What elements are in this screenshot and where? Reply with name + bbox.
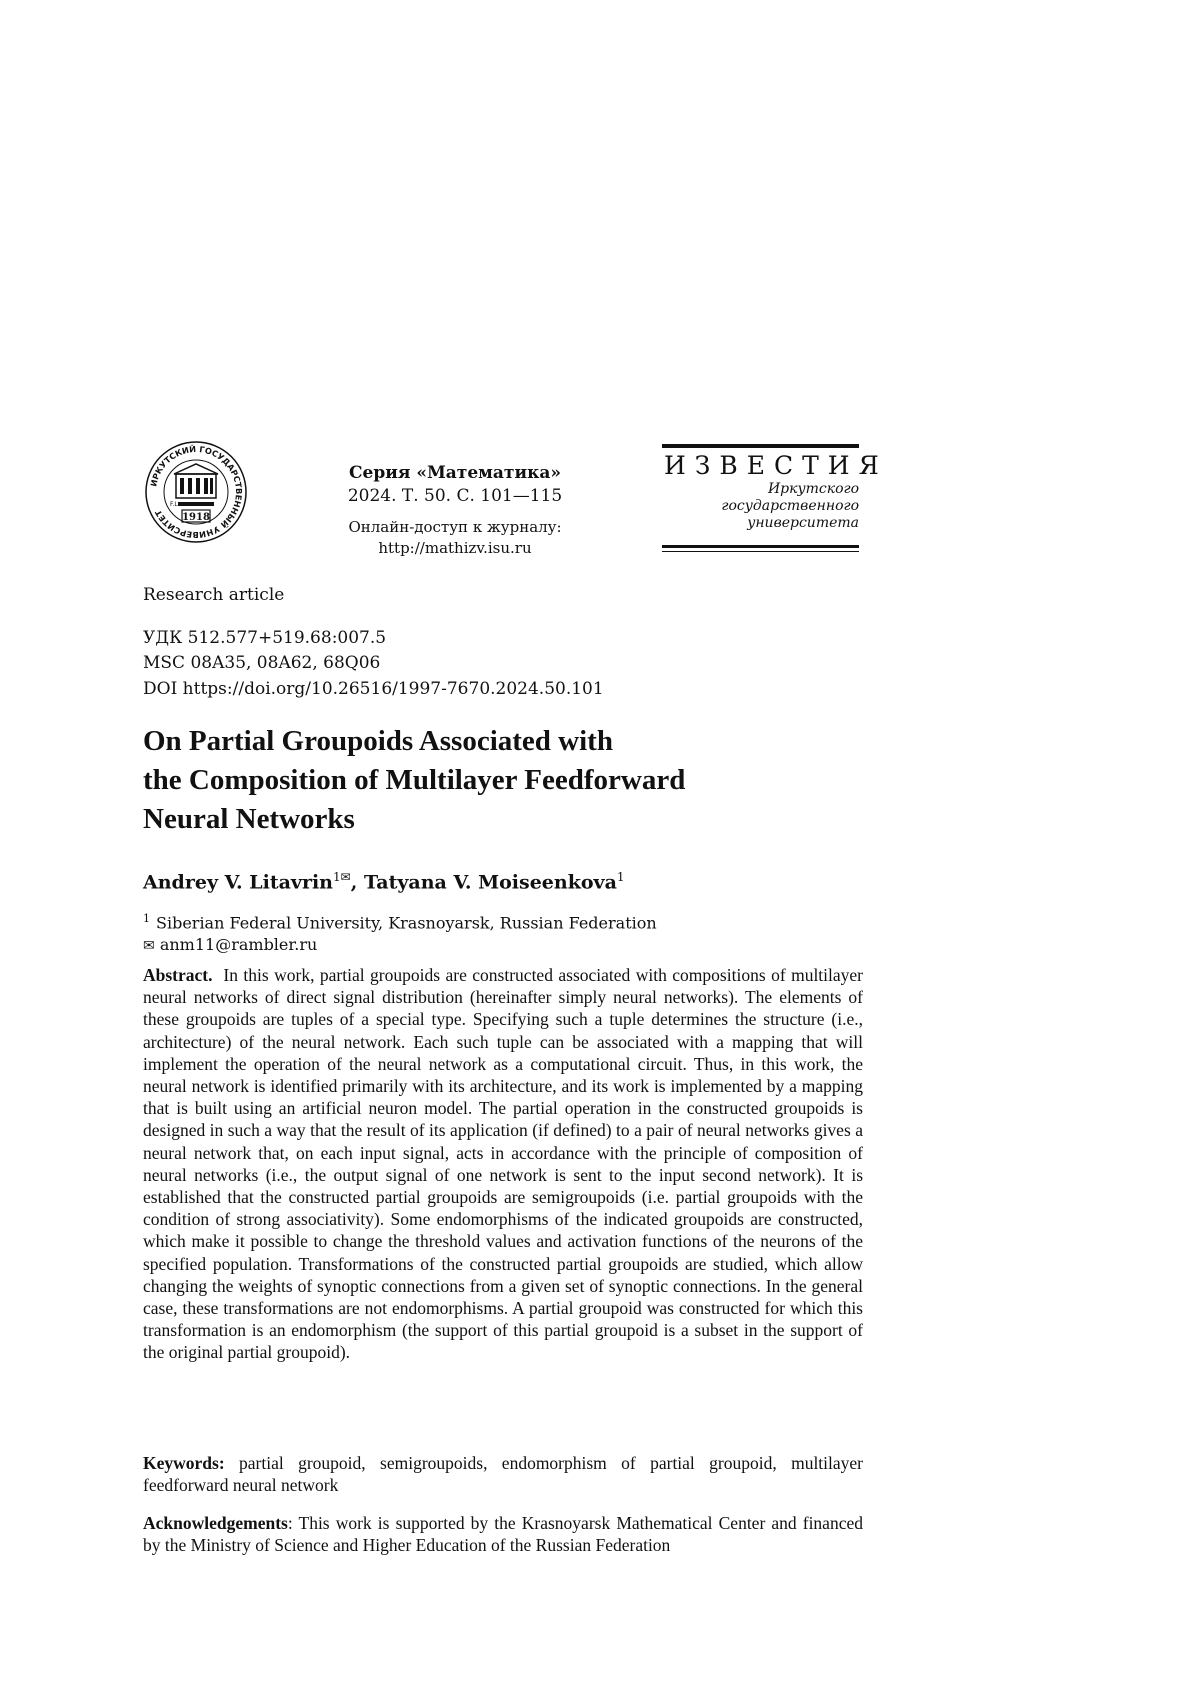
- journal-title: ИЗВЕСТИЯ: [664, 451, 888, 480]
- author-email[interactable]: anm11@rambler.ru: [159, 935, 318, 955]
- acknowledgements-paragraph: [143, 1512, 863, 1556]
- volume-info: 2024. Т. 50. С. 101—115: [347, 486, 563, 506]
- svg-text:ИРКУТСКИЙ ГОСУДАРСТВЕННЫЙ УНИВ: ИРКУТСКИЙ ГОСУДАРСТВЕННЫЙ УНИВЕРСИТЕТ: [148, 443, 245, 541]
- university-seal-logo: [144, 440, 248, 544]
- affiliation-marker: 1: [143, 912, 150, 925]
- author-list: [143, 870, 625, 893]
- author-name: Andrey V. Litavrin: [143, 871, 333, 894]
- author-separator: ,: [350, 871, 358, 894]
- abstract-paragraph: [143, 964, 863, 1364]
- title-line: On Partial Groupoids Associated with: [143, 725, 613, 757]
- journal-series-block: [300, 462, 610, 508]
- acknowledgements-label: Acknowledgements: [143, 1513, 288, 1533]
- affiliation-block: [143, 908, 657, 957]
- keywords-label: Keywords:: [143, 1453, 225, 1473]
- journal-subtitle-line3: университета: [747, 515, 859, 531]
- title-line: Neural Networks: [143, 803, 355, 835]
- affiliation-text: Siberian Federal University, Krasnoyarsk, Russian Federation: [156, 913, 657, 933]
- title-line: the Composition of Multilayer Feedforward: [143, 764, 686, 796]
- svg-text:F.L.: F.L.: [170, 501, 180, 508]
- journal-title-block: [662, 444, 888, 552]
- online-access-link[interactable]: http://mathizv.isu.ru: [378, 539, 532, 557]
- article-type: Research article: [143, 585, 285, 605]
- udk-code: УДК 512.577+519.68:007.5: [143, 628, 387, 648]
- author-name: Tatyana V. Moiseenkova: [363, 871, 617, 894]
- author-superscript: 1✉: [333, 870, 351, 884]
- journal-top-rule: [662, 444, 859, 448]
- journal-bottom-rule: [662, 545, 859, 548]
- journal-bottom-thin-rule: [662, 551, 859, 552]
- svg-text:1918: 1918: [182, 512, 210, 523]
- keywords-paragraph: [143, 1452, 863, 1496]
- abstract-text: In this work, partial groupoids are constructed associated with compositions of multilayer neural networks of direct signal distribution (hereinafter simply neural networks). The elements of these groupoids are tuples of a special type. Specifying such a tuple determines the structure (i.e., architecture) of the neural network. Each such tuple can be associated with a mapping that will implement the operation of the neural network as a computational circuit. Thus, in this work, the neural network is identified primarily with its architecture, and its work is implemented by a mapping that is built using an artificial neuron model. The partial operation in the constructed groupoids is designed in such a way that the result of its application (if defined) to a pair of neural networks gives a neural network that, on each input signal, acts in accordance with the principle of composition of neural networks (i.e., the output signal of one network is sent to the input second network). It is established that the constructed partial groupoids are semigroupoids (i.e. partial groupoids with the condition of strong associativity). Some endomorphisms of the indicated groupoids are constructed, which make it possible to change the threshold values and activation functions of the neurons of the specified population. Transformations of the constructed partial groupoids are studied, which allow changing the weights of synoptic connections from a given set of synoptic connections. In the general case, these transformations are not endomorphisms. A partial groupoid was constructed for which this transformation is an endomorphism (the support of this partial groupoid is a subset in the support of the original partial groupoid).: [143, 965, 864, 1363]
- keywords-text: partial groupoid, semigroupoids, endomorphism of partial groupoid, multilayer feedforward neural network: [143, 1453, 864, 1496]
- journal-subtitle-line2: государственного: [721, 498, 859, 514]
- online-access-label: Онлайн-доступ к журналу:: [348, 518, 562, 536]
- acknowledgements-text: : This work is supported by the Krasnoyarsk Mathematical Center and financed by the Ministry of Science and Higher Education of the Russian Federation: [143, 1513, 863, 1556]
- msc-code: MSC 08A35, 08A62, 68Q06: [143, 653, 381, 673]
- envelope-icon: ✉: [143, 938, 155, 955]
- author-superscript: 1: [616, 870, 625, 884]
- journal-subtitle-line1: Иркутского: [767, 481, 859, 497]
- abstract-label: Abstract.: [143, 965, 213, 985]
- paper-title: [143, 722, 903, 839]
- series-label: Серия «Математика»: [349, 463, 561, 483]
- doi-link[interactable]: DOI https://doi.org/10.26516/1997-7670.2024.50.101: [143, 679, 604, 699]
- online-access-block: [300, 517, 610, 559]
